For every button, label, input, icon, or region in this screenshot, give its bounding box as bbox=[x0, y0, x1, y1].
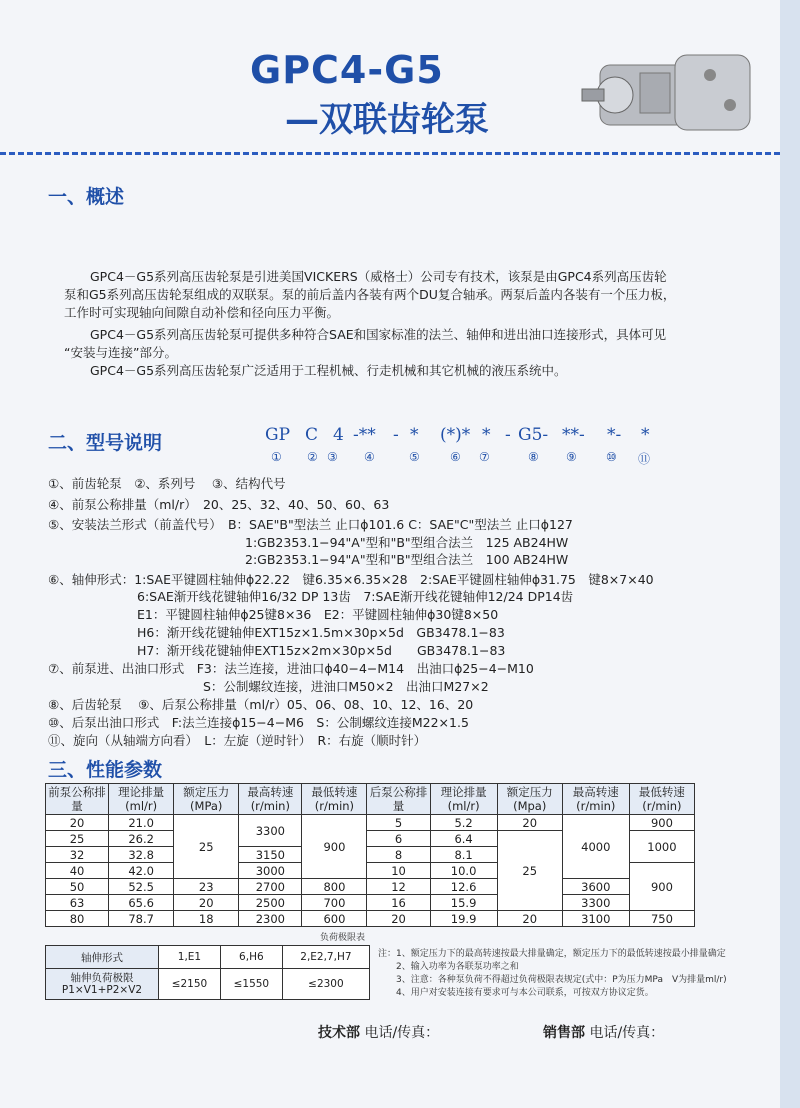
model-line: ⑧、后齿轮泵 ⑨、后泵公称排量（ml/r）05、06、08、10、12、16、20 bbox=[48, 697, 474, 712]
page-subtitle: —双联齿轮泵 bbox=[285, 100, 489, 140]
cell: ≤2150 bbox=[159, 969, 221, 1000]
note-line: 3、注意：各种泵负荷不得超过负荷极限表规定(式中：P为压力MPa V为排量ml/r) bbox=[396, 975, 727, 985]
model-line: ⑤、安装法兰形式（前盖代号） B：SAE"B"型法兰 止口ϕ101.6 C：SAE"C"型法兰 止口ϕ127 bbox=[48, 517, 573, 532]
cell: 18 bbox=[174, 911, 239, 927]
cell: 3100 bbox=[562, 911, 629, 927]
section-heading-model: 二、型号说明 bbox=[48, 432, 163, 454]
model-line: ⑦、前泵进、出油口形式 F3：法兰连接，进油口ϕ40−4−M14 出油口ϕ25−4−M10 bbox=[48, 661, 534, 676]
cell: 63 bbox=[46, 895, 109, 911]
cell: ≤2300 bbox=[282, 969, 369, 1000]
cell: 600 bbox=[302, 911, 367, 927]
gear-pump-image bbox=[580, 45, 770, 145]
model-line: 2:GB2353.1−94"A"型和"B"型组合法兰 100 AB24HW bbox=[245, 552, 569, 567]
cell: 轴伸负荷极限 P1×V1+P2×V2 bbox=[46, 969, 159, 1000]
table-row bbox=[46, 815, 695, 831]
cell: 1000 bbox=[629, 831, 694, 863]
model-line: H7：渐开线花键轴伸EXT15z×2m×30p×5d GB3478.1−83 bbox=[137, 643, 506, 658]
cell: 900 bbox=[302, 815, 367, 879]
table-row bbox=[46, 969, 370, 1000]
cell: 40 bbox=[46, 863, 109, 879]
note-line: 2、输入功率为各联泵功率之和 bbox=[396, 962, 519, 972]
cell: 1,E1 bbox=[159, 946, 221, 969]
code-index: ② bbox=[307, 450, 318, 464]
cell: 6,H6 bbox=[220, 946, 282, 969]
code-index: ⑤ bbox=[409, 450, 420, 464]
header-divider bbox=[0, 152, 780, 155]
cell: 20 bbox=[174, 895, 239, 911]
code-part: - bbox=[505, 425, 511, 445]
cell: 3300 bbox=[239, 815, 302, 847]
cell: 12.6 bbox=[430, 879, 497, 895]
code-index: ④ bbox=[364, 450, 375, 464]
cell: 80 bbox=[46, 911, 109, 927]
cell: 12 bbox=[367, 879, 430, 895]
table-header: 额定压力(Mpa) bbox=[497, 784, 562, 815]
cell: 10.0 bbox=[430, 863, 497, 879]
table-row bbox=[46, 946, 370, 969]
code-part: *- bbox=[607, 425, 622, 445]
table-row bbox=[46, 895, 695, 911]
cell: 23 bbox=[174, 879, 239, 895]
performance-table bbox=[45, 783, 695, 927]
code-index: ⑪ bbox=[638, 452, 651, 466]
model-line: ⑩、后泵出油口形式 F:法兰连接ϕ15−4−M6 S：公制螺纹连接M22×1.5 bbox=[48, 715, 469, 730]
table-row bbox=[46, 879, 695, 895]
table-header: 最高转速(r/min) bbox=[239, 784, 302, 815]
cell: 20 bbox=[367, 911, 430, 927]
code-index: ① bbox=[271, 450, 282, 464]
code-part: * bbox=[641, 425, 650, 445]
cell: 26.2 bbox=[109, 831, 174, 847]
cell: 5 bbox=[367, 815, 430, 831]
model-line: S：公制螺纹连接，进油口M50×2 出油口M27×2 bbox=[203, 679, 489, 694]
cell: 20 bbox=[46, 815, 109, 831]
model-line: ⑥、轴伸形式：1:SAE平键圆柱轴伸ϕ22.22 键6.35×6.35×28 2:SAE平键圆柱轴伸ϕ31.75 键8×7×40 bbox=[48, 572, 654, 587]
table-header: 理论排量(ml/r) bbox=[430, 784, 497, 815]
right-margin-bar bbox=[780, 0, 800, 1108]
code-part: 4 bbox=[333, 425, 344, 445]
dept-label: 技术部 bbox=[318, 1025, 360, 1041]
model-line: H6：渐开线花键轴伸EXT15z×1.5m×30p×5d GB3478.1−83 bbox=[137, 625, 505, 640]
cell: 20 bbox=[497, 815, 562, 831]
cell: 3150 bbox=[239, 847, 302, 863]
code-part: C bbox=[305, 425, 319, 445]
table-header: 最低转速(r/min) bbox=[629, 784, 694, 815]
cell: 78.7 bbox=[109, 911, 174, 927]
code-part: **- bbox=[562, 425, 585, 445]
code-part: GP bbox=[265, 425, 291, 445]
model-line: 6:SAE渐开线花键轴伸16/32 DP 13齿 7:SAE渐开线花键轴伸12/24 DP14齿 bbox=[137, 589, 574, 604]
cell: 16 bbox=[367, 895, 430, 911]
code-part: (*)* bbox=[440, 425, 471, 445]
cell: 2300 bbox=[239, 911, 302, 927]
code-index: ⑧ bbox=[528, 450, 539, 464]
cell: 750 bbox=[629, 911, 694, 927]
model-line: E1：平键圆柱轴伸ϕ25键8×36 E2：平键圆柱轴伸ϕ30键8×50 bbox=[137, 607, 499, 622]
note-line: 4、用户对安装连接有要求可与本公司联系，可按双方协议定货。 bbox=[396, 988, 654, 998]
code-part: - bbox=[393, 425, 399, 445]
model-line: ⑪、旋向（从轴端方向看） L：左旋（逆时针） R：右旋（顺时针） bbox=[48, 733, 427, 748]
table-header: 最高转速(r/min) bbox=[562, 784, 629, 815]
cell: 32.8 bbox=[109, 847, 174, 863]
overview-line: GPC4－G5系列高压齿轮泵可提供多种符合SAE和国家标准的法兰、轴伸和进出油口连接形式，具体可见 bbox=[90, 327, 667, 342]
cell: 3000 bbox=[239, 863, 302, 879]
section-heading-overview: 一、概述 bbox=[48, 186, 125, 208]
cell: 700 bbox=[302, 895, 367, 911]
notes bbox=[378, 948, 727, 1000]
overview-line: 工作时可实现轴向间隙自动补偿和径向压力平衡。 bbox=[64, 305, 340, 320]
cell: 6.4 bbox=[430, 831, 497, 847]
cell: 3600 bbox=[562, 879, 629, 895]
table-row bbox=[46, 911, 695, 927]
overview-line: “安装与连接”部分。 bbox=[64, 345, 177, 360]
cell: 轴伸形式 bbox=[46, 946, 159, 969]
code-index: ③ bbox=[327, 450, 338, 464]
code-index: ⑥ bbox=[450, 450, 461, 464]
cell: 8.1 bbox=[430, 847, 497, 863]
section-heading-performance: 三、性能参数 bbox=[48, 759, 163, 781]
cell: 65.6 bbox=[109, 895, 174, 911]
overview-line: GPC4－G5系列高压齿轮泵广泛适用于工程机械、行走机械和其它机械的液压系统中。 bbox=[90, 363, 567, 378]
table-header: 理论排量(ml/r) bbox=[109, 784, 174, 815]
cell: 50 bbox=[46, 879, 109, 895]
cell: 800 bbox=[302, 879, 367, 895]
load-table-caption: 负荷极限表 bbox=[320, 933, 366, 943]
table-header: 额定压力(MPa) bbox=[174, 784, 239, 815]
table-header-row bbox=[46, 784, 695, 815]
note-line: 注：1、额定压力下的最高转速按最大排量确定，额定压力下的最低转速按最小排量确定 bbox=[378, 949, 726, 959]
cell: 2500 bbox=[239, 895, 302, 911]
cell: 10 bbox=[367, 863, 430, 879]
table-header: 最低转速(r/min) bbox=[302, 784, 367, 815]
table-header: 后泵公称排量 bbox=[367, 784, 430, 815]
model-line: 1:GB2353.1−94"A"型和"B"型组合法兰 125 AB24HW bbox=[245, 535, 569, 550]
model-line: ①、前齿轮泵 ②、系列号 ③、结构代号 bbox=[48, 476, 286, 491]
cell: 25 bbox=[497, 831, 562, 911]
contact-label: 电话/传真： bbox=[589, 1025, 665, 1041]
overview-line: 泵和G5系列高压齿轮泵组成的双联泵。泵的前后盖内各装有两个DU复合轴承。两泵后盖内各装有一个压力板， bbox=[64, 287, 676, 302]
cell: 52.5 bbox=[109, 879, 174, 895]
cell: 42.0 bbox=[109, 863, 174, 879]
cell: 25 bbox=[46, 831, 109, 847]
cell: 19.9 bbox=[430, 911, 497, 927]
model-line: ④、前泵公称排量（ml/r） 20、25、32、40、50、60、63 bbox=[48, 497, 390, 512]
footer-tech-dept bbox=[318, 1022, 439, 1042]
page-title: GPC4-G5 bbox=[250, 48, 444, 92]
cell: ≤1550 bbox=[220, 969, 282, 1000]
code-part: * bbox=[410, 425, 419, 445]
cell: 3300 bbox=[562, 895, 629, 911]
cell: 2,E2,7,H7 bbox=[282, 946, 369, 969]
cell: 6 bbox=[367, 831, 430, 847]
table-header: 前泵公称排量 bbox=[46, 784, 109, 815]
cell: 4000 bbox=[562, 815, 629, 879]
code-part: * bbox=[482, 425, 491, 445]
cell: 900 bbox=[629, 863, 694, 911]
cell: 15.9 bbox=[430, 895, 497, 911]
cell: 25 bbox=[174, 815, 239, 879]
cell: 32 bbox=[46, 847, 109, 863]
code-part: -** bbox=[353, 425, 376, 445]
load-limit-table bbox=[45, 945, 370, 1000]
code-index: ⑩ bbox=[606, 450, 617, 464]
overview-line: GPC4－G5系列高压齿轮泵是引进美国VICKERS（威格士）公司专有技术，该泵是由GPC4系列高压齿轮 bbox=[90, 269, 667, 284]
cell: 20 bbox=[497, 911, 562, 927]
contact-label: 电话/传真： bbox=[364, 1025, 440, 1041]
cell: 5.2 bbox=[430, 815, 497, 831]
dept-label: 销售部 bbox=[543, 1025, 585, 1041]
code-index: ⑨ bbox=[566, 450, 577, 464]
cell: 900 bbox=[629, 815, 694, 831]
code-part: G5- bbox=[518, 425, 549, 445]
code-index: ⑦ bbox=[479, 450, 490, 464]
cell: 8 bbox=[367, 847, 430, 863]
cell: 21.0 bbox=[109, 815, 174, 831]
cell: 2700 bbox=[239, 879, 302, 895]
footer-sales-dept bbox=[543, 1022, 664, 1042]
